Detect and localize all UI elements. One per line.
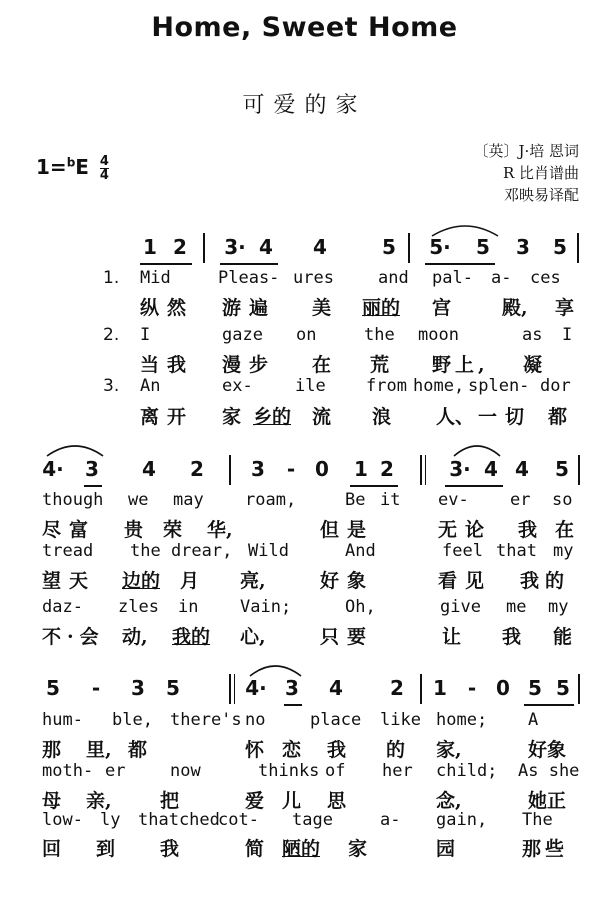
beam-underline [220,263,278,265]
lyric-word: gain, [436,810,488,830]
lyrics-en-verse-1 [0,268,609,290]
lyric-word: in [178,597,199,617]
lyric-word: 看见 [438,570,493,592]
beam-underline [445,485,503,487]
lyric-word: dor [540,376,571,396]
lyric-word: 宫 [432,297,452,319]
note: 4 [259,235,273,259]
lyric-word: my [553,541,574,561]
lyric-word: we [128,490,149,510]
lyric-word: that [496,541,537,561]
lyric-word: moon [418,325,459,345]
note: 4 [515,457,529,481]
lyric-word: 望天 [42,570,97,592]
lyric-word: her [382,761,413,781]
lyric-word: give [440,597,481,617]
note: 3· [224,235,246,259]
lyric-word: 家, [436,739,462,761]
lyric-word: there's [170,710,242,730]
note: 3 [251,457,265,481]
time-top: 4 [99,154,109,169]
note: 3 [131,676,145,700]
lyric-word: feel [442,541,483,561]
lyric-word: 爱 [245,790,265,812]
lyrics-cn-verse-1 [0,735,609,759]
slur [248,660,303,680]
lyric-word: zles [118,597,159,617]
beam-underline [140,263,192,265]
lyrics-en-verse-2 [0,761,609,783]
note: 2 [390,676,404,700]
lyric-word: 荒 [370,354,390,376]
lyric-word: And [345,541,376,561]
lyric-word: 边的 [122,570,161,592]
lyric-word: 让 [442,626,462,648]
lyric-word: 心, [240,626,266,648]
lyric-word: 都 [128,739,148,761]
verse-number: 1. [103,268,120,288]
lyric-word: ces [530,268,561,288]
slur [430,220,500,240]
lyric-word: a- [491,268,512,288]
lyrics-cn-verse-1 [0,515,609,539]
lyric-word: 恋 [282,739,302,761]
lyric-word: 动, [122,626,148,648]
lyric-word: 她正 [528,790,567,812]
lyric-word: 那 [42,739,62,761]
lyric-word: 但是 [320,519,375,541]
lyric-word: the drear, [130,541,233,561]
lyric-word: 的 [386,739,406,761]
lyric-word: ly [100,810,121,830]
lyric-word: 好象 [320,570,375,592]
lyric-word: 我的 [172,626,211,648]
lyric-word: 我 [160,838,180,860]
lyrics-en-verse-1 [0,710,609,732]
beam-underline [284,704,302,706]
lyric-word: 家 [348,838,368,860]
lyric-word: 尽富 [42,519,97,541]
lyric-word: er [510,490,531,510]
lyric-word: 漫步 [222,354,277,376]
note: 4 [142,457,156,481]
lyric-word: As she [518,761,580,781]
song-title-chinese: 可爱的家 [242,93,367,118]
note: 5 [556,676,570,700]
lyric-word: pal- [432,268,473,288]
lyrics-en-verse-3 [0,597,609,619]
lyrics-en-verse-1 [0,490,609,512]
lyric-word: 华, [207,519,233,541]
note: 5 [528,676,542,700]
lyrics-cn-verse-3 [0,402,609,426]
note: 0 [496,676,510,700]
lyric-word: Pleas- [218,268,280,288]
lyric-word: 我 [518,519,538,541]
time-bottom: 4 [99,168,109,183]
note: - [286,457,296,481]
lyrics-cn-verse-3 [0,834,609,858]
lyric-word: 纵然 [140,297,195,319]
lyric-word: child; [436,761,498,781]
lyric-word: 在 [555,519,575,541]
lyric-word: no [245,710,266,730]
note: - [467,676,477,700]
note: 2 [380,457,394,481]
lyric-word: 流 [312,406,332,428]
note: 4 [329,676,343,700]
lyric-word: home; [436,710,488,730]
lyric-word: An [140,376,161,396]
lyric-word: 不·会 [42,626,105,648]
note: - [91,676,101,700]
lyric-word: my [548,597,569,617]
note: 0 [315,457,329,481]
lyric-word: 荣 [163,519,183,541]
lyric-word: Wild [248,541,289,561]
lyric-word: 殿, [502,297,528,319]
lyric-word: of [325,761,346,781]
barline-thin [234,674,235,704]
verse-number: 3. [103,376,120,396]
lyric-word: as [522,325,543,345]
note: 5 [476,235,490,259]
lyric-word: 我 [502,626,522,648]
lyric-word: 亲, [86,790,112,812]
lyric-word: gaze [222,325,263,345]
note: 3 [85,457,99,481]
lyric-word: 只要 [320,626,375,648]
lyric-word: 丽的 [362,297,401,319]
lyric-word: 在 [312,354,332,376]
lyric-word: 那些 [522,838,569,860]
lyric-word: from [366,376,407,396]
lyric-word: now [170,761,201,781]
lyric-word: a- [380,810,401,830]
lyric-word: low- [42,810,83,830]
key-flat: b [66,155,76,170]
lyric-word: 月 [180,570,200,592]
key-signature [36,155,109,182]
beam-underline [524,704,574,706]
lyric-word: 贵 [124,519,144,541]
lyric-word: Oh, [345,597,376,617]
lyric-word: 里, [86,739,112,761]
lyric-word: 母 [42,790,62,812]
lyric-word: 回 [42,838,62,860]
credit-lyricist: 〔英〕J·培 恩词 [473,142,579,160]
staff-system-1 [0,233,609,267]
lyric-word: so [552,490,573,510]
lyric-word: place [310,710,362,730]
lyric-word: 陋的 [282,838,321,860]
lyric-word: 人、 [436,406,475,428]
note: 5 [382,235,396,259]
lyric-word: thinks [258,761,320,781]
note: 4 [313,235,327,259]
note: 3· [449,457,471,481]
lyrics-en-verse-2 [0,541,609,563]
note: 5· [429,235,451,259]
beam-underline [425,263,495,265]
lyric-word: 怀 [245,739,265,761]
lyric-word: 念, [436,790,462,812]
credit-composer: R 比肖谱曲 [502,164,579,182]
barline [408,233,410,263]
lyric-word: hum- [42,710,83,730]
lyric-word: 当我 [140,354,195,376]
lyric-word: The [522,810,553,830]
lyric-word: roam, [245,490,297,510]
lyric-word: 家 [222,406,242,428]
lyrics-cn-verse-2 [0,786,609,810]
lyric-word: like [380,710,421,730]
lyric-word: 到 [96,838,116,860]
lyric-word: Vain; [240,597,292,617]
lyric-word: ev- [438,490,469,510]
lyrics-en-verse-3 [0,376,609,398]
barline [578,455,580,485]
lyric-word: splen- [468,376,530,396]
staff-system-2 [0,455,609,489]
lyric-word: 离开 [140,406,195,428]
lyric-word: cot- [218,810,259,830]
note: 1 [433,676,447,700]
note: 5 [166,676,180,700]
lyric-word: ures [293,268,334,288]
note: 1 [143,235,157,259]
lyric-word: 无论 [438,519,493,541]
beam-underline [84,485,102,487]
lyric-word: 享 [555,297,575,319]
lyric-word: 乡的 [253,406,292,428]
note: 3 [285,676,299,700]
barline [420,674,422,704]
lyric-word: I [140,325,151,345]
lyric-word: 浪 [372,406,392,428]
lyric-word: on [296,325,317,345]
lyric-word: A [528,710,539,730]
lyric-word: thatched [138,810,220,830]
note: 1 [354,457,368,481]
lyric-word: ble, [112,710,153,730]
lyric-word: and [378,268,409,288]
lyric-word: the [364,325,395,345]
note: 4· [245,676,267,700]
lyrics-en-verse-3 [0,810,609,832]
lyric-word: may [173,490,204,510]
credits [473,140,579,206]
lyric-word: 园 [436,838,456,860]
lyric-word: me [506,597,527,617]
lyric-word: 都 [548,406,568,428]
note: 3 [516,235,530,259]
lyric-word: 野上, [432,354,489,376]
lyric-word: Be [345,490,366,510]
lyrics-cn-verse-1 [0,293,609,317]
lyric-word: 美 [312,297,332,319]
lyric-word: 好象 [528,739,567,761]
lyric-word: 把 [160,790,180,812]
lyric-word: 能 [553,626,573,648]
lyric-word: 一切 [478,406,533,428]
lyric-word: it [380,490,401,510]
note: 2 [173,235,187,259]
note: 5 [46,676,60,700]
lyrics-cn-verse-2 [0,350,609,374]
lyric-word: ile [295,376,326,396]
barline [229,674,231,704]
note: 4· [42,457,64,481]
slur [452,440,502,460]
barline [578,674,580,704]
lyric-word: I [562,325,573,345]
lyrics-cn-verse-2 [0,566,609,590]
beam-underline [350,485,398,487]
lyric-word: 我 [327,739,347,761]
song-title-english: Home, Sweet Home [151,12,458,43]
lyric-word: 思 [327,790,347,812]
lyric-word: Mid [140,268,171,288]
lyric-word: 游遍 [222,297,277,319]
verse-number: 2. [103,325,120,345]
lyric-word: daz- [42,597,83,617]
barline [577,233,579,263]
lyric-word: 凝 [523,354,543,376]
lyric-word: 亮, [240,570,266,592]
lyric-word: tread [42,541,94,561]
lyric-word: er [105,761,126,781]
slur [45,440,105,460]
key-prefix: 1= [36,155,67,179]
lyric-word: ex- [222,376,253,396]
barline [420,455,422,485]
time-signature [100,155,109,182]
lyric-word: tage [292,810,333,830]
lyrics-cn-verse-3 [0,622,609,646]
lyric-word: 儿 [282,790,302,812]
barline [229,455,231,485]
lyric-word: moth- [42,761,94,781]
lyric-word: though [42,490,104,510]
note: 5 [555,457,569,481]
note: 5 [553,235,567,259]
lyric-word: 我的 [520,570,571,592]
barline-thin [425,455,426,485]
note: 4 [484,457,498,481]
lyric-word: 简 [245,838,265,860]
barline [203,233,205,263]
lyric-word: home, [413,376,465,396]
staff-system-3 [0,674,609,708]
credit-translator: 邓映易译配 [503,186,579,204]
note: 2 [190,457,204,481]
key-tonic: E [75,155,89,179]
lyrics-en-verse-2 [0,325,609,347]
